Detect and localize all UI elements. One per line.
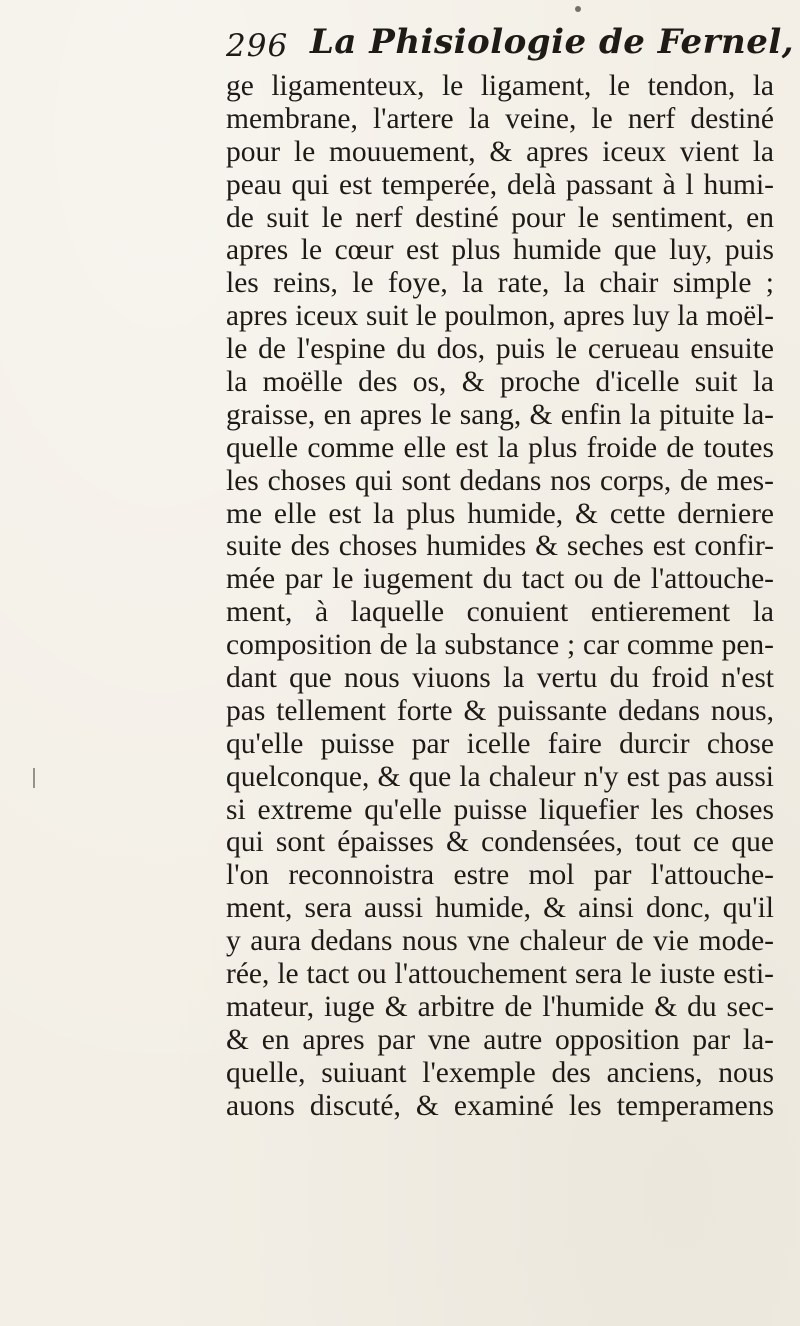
text-line: les choses qui sont dedans nos corps, de mes- [226,464,774,497]
margin-mark [33,768,35,788]
text-line: mée par le iugement du tact ou de l'attouche- [226,563,774,596]
page-number: 296 [226,28,289,64]
text-line: pour le mouuement, & apres iceux vient la [226,135,774,168]
text-line: la moëlle des os, & proche d'icelle suit la [226,366,774,399]
text-line: ge ligamenteux, le ligament, le tendon, la [226,70,774,102]
text-line: quelconque, & que la chaleur n'y est pas aussi [226,760,774,793]
text-line: les reins, le foye, la rate, la chair simple ; [226,267,774,300]
text-line: quelle, suiuant l'exemple des anciens, nous [226,1056,774,1089]
body-text [226,70,774,1123]
running-title: La Phisiologie de Fernel, [310,22,795,62]
page-header [226,22,795,74]
text-line: quelle comme elle est la plus froide de toutes [226,431,774,464]
text-line: si extreme qu'elle puisse liquefier les choses [226,793,774,826]
text-line: composition de la substance ; car comme pen- [226,629,774,662]
ink-speck [575,6,581,12]
text-line: auons discuté, & examiné les temperamens [226,1089,774,1122]
text-line: me elle est la plus humide, & cette derniere [226,497,774,530]
text-line: dant que nous viuons la vertu du froid n'est [226,662,774,695]
text-line: graisse, en apres le sang, & enfin la pituite la- [226,398,774,431]
text-line: le de l'espine du dos, puis le cerueau ensuite [226,333,774,366]
text-line: apres le cœur est plus humide que luy, puis [226,234,774,267]
text-line: apres iceux suit le poulmon, apres luy la moël- [226,300,774,333]
text-line: de suit le nerf destiné pour le sentiment, en [226,201,774,234]
text-line: pas tellement forte & puissante dedans nous, [226,694,774,727]
text-line: ment, à laquelle conuient entierement la [226,596,774,629]
text-line: peau qui est temperée, delà passant à l humi- [226,168,774,201]
text-line: qui sont épaisses & condensées, tout ce que [226,826,774,859]
text-line: l'on reconnoistra estre mol par l'attouche- [226,859,774,892]
text-line: suite des choses humides & seches est confir- [226,530,774,563]
text-line: ment, sera aussi humide, & ainsi donc, qu'il [226,892,774,925]
text-line: rée, le tact ou l'attouchement sera le iuste esti- [226,958,774,991]
text-line: membrane, l'artere la veine, le nerf destiné [226,102,774,135]
text-line: & en apres par vne autre opposition par la- [226,1023,774,1056]
text-line: qu'elle puisse par icelle faire durcir chose [226,727,774,760]
text-line: y aura dedans nous vne chaleur de vie mode- [226,925,774,958]
text-line: mateur, iuge & arbitre de l'humide & du sec- [226,990,774,1023]
